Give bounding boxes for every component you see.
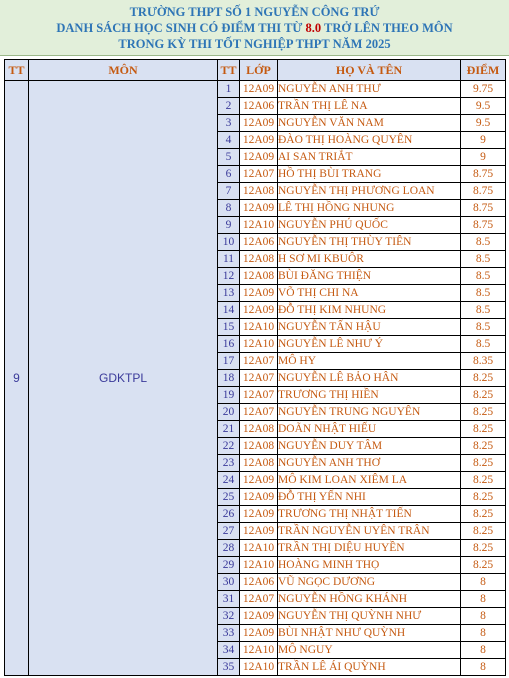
student-table [4, 59, 506, 676]
student-name-cell[interactable]: BÙI NHẬT NHƯ QUỲNH [278, 625, 461, 642]
student-name-cell[interactable]: ĐỖ THỊ KIM NHUNG [278, 302, 461, 319]
student-name-cell[interactable]: NGUYỄN TẤN HẬU [278, 319, 461, 336]
class-cell[interactable]: 12A09 [240, 200, 278, 217]
class-cell[interactable]: 12A10 [240, 540, 278, 557]
score-cell[interactable]: 8.75 [461, 217, 506, 234]
row-tt-cell[interactable]: 10 [218, 234, 240, 251]
exam-title: TRONG KỲ THI TỐT NGHIỆP THPT NĂM 2025 [118, 37, 391, 51]
student-name-cell[interactable]: HOÀNG MINH THỌ [278, 557, 461, 574]
student-name-cell[interactable]: TRƯƠNG THỊ NHẬT TIẾN [278, 506, 461, 523]
row-tt-cell[interactable]: 23 [218, 455, 240, 472]
student-name-cell[interactable]: TRẦN NGUYỄN UYÊN TRÂN [278, 523, 461, 540]
score-cell[interactable]: 8.25 [461, 455, 506, 472]
row-tt-cell[interactable]: 20 [218, 404, 240, 421]
score-cell[interactable]: 8 [461, 591, 506, 608]
row-tt-cell[interactable]: 19 [218, 387, 240, 404]
class-cell[interactable]: 12A09 [240, 608, 278, 625]
score-cell[interactable]: 8.25 [461, 438, 506, 455]
row-tt-cell[interactable]: 2 [218, 98, 240, 115]
student-name-cell[interactable]: NGUYỄN THỊ QUỲNH NHƯ [278, 608, 461, 625]
score-cell[interactable]: 8.25 [461, 489, 506, 506]
student-name-cell[interactable]: AI SAN TRIẮT [278, 149, 461, 166]
class-cell[interactable]: 12A09 [240, 285, 278, 302]
row-tt-cell[interactable]: 5 [218, 149, 240, 166]
col-header-diem[interactable]: ĐIỂM [461, 60, 506, 81]
row-tt-cell[interactable]: 27 [218, 523, 240, 540]
class-cell[interactable]: 12A07 [240, 404, 278, 421]
row-tt-cell[interactable]: 11 [218, 251, 240, 268]
class-cell[interactable]: 12A07 [240, 166, 278, 183]
student-name-cell[interactable]: NGUYỄN TRUNG NGUYÊN [278, 404, 461, 421]
row-tt-cell[interactable]: 25 [218, 489, 240, 506]
score-cell[interactable]: 8.25 [461, 540, 506, 557]
score-cell[interactable]: 8.25 [461, 557, 506, 574]
score-cell[interactable]: 8.75 [461, 183, 506, 200]
class-cell[interactable]: 12A07 [240, 370, 278, 387]
row-tt-cell[interactable]: 3 [218, 115, 240, 132]
row-tt-cell[interactable]: 12 [218, 268, 240, 285]
score-cell[interactable]: 8.5 [461, 251, 506, 268]
student-name-cell[interactable]: NGUYỄN THỊ THÙY TIÊN [278, 234, 461, 251]
class-cell[interactable]: 12A09 [240, 115, 278, 132]
score-cell[interactable]: 8.25 [461, 387, 506, 404]
score-cell[interactable]: 8.5 [461, 302, 506, 319]
class-cell[interactable]: 12A10 [240, 319, 278, 336]
score-cell[interactable]: 8 [461, 625, 506, 642]
score-cell[interactable]: 8 [461, 608, 506, 625]
list-title-prefix: DANH SÁCH HỌC SINH CÓ ĐIỂM THI TỪ [56, 21, 303, 35]
row-tt-cell[interactable]: 26 [218, 506, 240, 523]
student-name-cell[interactable]: NGUYỄN LÊ NHƯ Ý [278, 336, 461, 353]
score-threshold: 8.0 [305, 21, 322, 35]
row-tt-cell[interactable]: 14 [218, 302, 240, 319]
row-tt-cell[interactable]: 28 [218, 540, 240, 557]
class-cell[interactable]: 12A06 [240, 574, 278, 591]
class-cell[interactable]: 12A10 [240, 642, 278, 659]
student-name-cell[interactable]: MÔ NGUY [278, 642, 461, 659]
class-cell[interactable]: 12A09 [240, 523, 278, 540]
student-name-cell[interactable]: LÊ THỊ HỒNG NHUNG [278, 200, 461, 217]
score-cell[interactable]: 9 [461, 132, 506, 149]
row-tt-cell[interactable]: 18 [218, 370, 240, 387]
score-cell[interactable]: 9 [461, 149, 506, 166]
score-cell[interactable]: 9.5 [461, 115, 506, 132]
list-title [0, 20, 509, 36]
row-tt-cell[interactable]: 24 [218, 472, 240, 489]
class-cell[interactable]: 12A09 [240, 81, 278, 98]
title-block [0, 0, 509, 56]
row-tt-cell[interactable]: 32 [218, 608, 240, 625]
student-name-cell[interactable]: NGUYỄN ANH THƠ [278, 455, 461, 472]
class-cell[interactable]: 12A08 [240, 421, 278, 438]
row-tt-cell[interactable]: 29 [218, 557, 240, 574]
row-tt-cell[interactable]: 6 [218, 166, 240, 183]
row-tt-cell[interactable]: 4 [218, 132, 240, 149]
score-cell[interactable]: 8.5 [461, 234, 506, 251]
student-name-cell[interactable]: ĐÀO THỊ HOÀNG QUYÊN [278, 132, 461, 149]
row-tt-cell[interactable]: 9 [218, 217, 240, 234]
score-cell[interactable]: 8.35 [461, 353, 506, 370]
student-name-cell[interactable]: DOÃN NHẬT HIẾU [278, 421, 461, 438]
row-tt-cell[interactable]: 8 [218, 200, 240, 217]
row-tt-cell[interactable]: 13 [218, 285, 240, 302]
row-tt-cell[interactable]: 35 [218, 659, 240, 676]
student-name-cell[interactable]: NGUYỄN VĂN NAM [278, 115, 461, 132]
row-tt-cell[interactable]: 21 [218, 421, 240, 438]
student-name-cell[interactable]: VÕ THỊ CHI NA [278, 285, 461, 302]
student-name-cell[interactable]: NGUYỄN DUY TÂM [278, 438, 461, 455]
class-cell[interactable]: 12A09 [240, 472, 278, 489]
score-cell[interactable]: 8.25 [461, 421, 506, 438]
student-name-cell[interactable]: HỒ THỊ BÙI TRANG [278, 166, 461, 183]
class-cell[interactable]: 12A10 [240, 336, 278, 353]
row-tt-cell[interactable]: 17 [218, 353, 240, 370]
class-cell[interactable]: 12A08 [240, 438, 278, 455]
student-name-cell[interactable]: TRẦN LÊ ÁI QUỲNH [278, 659, 461, 676]
student-name-cell[interactable]: NGUYỄN ANH THƯ [278, 81, 461, 98]
class-cell[interactable]: 12A07 [240, 387, 278, 404]
score-cell[interactable]: 8.25 [461, 370, 506, 387]
score-cell[interactable]: 8.25 [461, 506, 506, 523]
class-cell[interactable]: 12A09 [240, 302, 278, 319]
class-cell[interactable]: 12A08 [240, 455, 278, 472]
student-name-cell[interactable]: TRẦN THỊ LÊ NA [278, 98, 461, 115]
student-name-cell[interactable]: VŨ NGỌC DƯƠNG [278, 574, 461, 591]
student-name-cell[interactable]: MÔ HY [278, 353, 461, 370]
table-row [5, 81, 506, 98]
class-cell[interactable]: 12A06 [240, 98, 278, 115]
student-name-cell[interactable]: NGUYỄN HỒNG KHÁNH [278, 591, 461, 608]
class-cell[interactable]: 12A08 [240, 251, 278, 268]
student-name-cell[interactable]: NGUYỄN LÊ BẢO HÂN [278, 370, 461, 387]
score-cell[interactable]: 8 [461, 642, 506, 659]
subject-cell[interactable]: GDKTPL [29, 81, 218, 676]
row-tt-cell[interactable]: 16 [218, 336, 240, 353]
student-name-cell[interactable]: TRẦN THỊ DIỆU HUYỀN [278, 540, 461, 557]
score-cell[interactable]: 8.25 [461, 404, 506, 421]
class-cell[interactable]: 12A09 [240, 506, 278, 523]
table-body [5, 81, 506, 676]
row-tt-cell[interactable]: 33 [218, 625, 240, 642]
col-header-tt2[interactable]: TT [218, 60, 240, 81]
class-cell[interactable]: 12A09 [240, 489, 278, 506]
col-header-mon[interactable]: MÔN [29, 60, 218, 81]
score-cell[interactable]: 8.5 [461, 319, 506, 336]
score-cell[interactable]: 8.5 [461, 268, 506, 285]
class-cell[interactable]: 12A08 [240, 268, 278, 285]
row-tt-cell[interactable]: 34 [218, 642, 240, 659]
col-header-lop[interactable]: LỚP [240, 60, 278, 81]
score-cell[interactable]: 8 [461, 659, 506, 676]
student-name-cell[interactable]: ĐỖ THỊ YẾN NHI [278, 489, 461, 506]
score-cell[interactable]: 8.75 [461, 200, 506, 217]
row-tt-cell[interactable]: 7 [218, 183, 240, 200]
score-cell[interactable]: 8.75 [461, 166, 506, 183]
class-cell[interactable]: 12A09 [240, 132, 278, 149]
score-cell[interactable]: 8.5 [461, 336, 506, 353]
score-cell[interactable]: 8.5 [461, 285, 506, 302]
class-cell[interactable]: 12A10 [240, 659, 278, 676]
score-cell[interactable]: 8.25 [461, 523, 506, 540]
student-name-cell[interactable]: TRƯƠNG THỊ HIỀN [278, 387, 461, 404]
school-name: TRƯỜNG THPT SỐ 1 NGUYỄN CÔNG TRỨ [129, 5, 380, 19]
class-cell[interactable]: 12A10 [240, 217, 278, 234]
student-name-cell[interactable]: NGUYỄN PHÚ QUỐC [278, 217, 461, 234]
class-cell[interactable]: 12A07 [240, 353, 278, 370]
class-cell[interactable]: 12A10 [240, 557, 278, 574]
group-tt-cell[interactable]: 9 [5, 81, 29, 676]
list-title-suffix: TRỞ LÊN THEO MÔN [324, 21, 453, 35]
score-cell[interactable]: 8 [461, 574, 506, 591]
class-cell[interactable]: 12A07 [240, 591, 278, 608]
col-header-hoten[interactable]: HỌ VÀ TÊN [278, 60, 461, 81]
col-header-tt[interactable]: TT [5, 60, 29, 81]
class-cell[interactable]: 12A09 [240, 625, 278, 642]
score-cell[interactable]: 9.5 [461, 98, 506, 115]
student-name-cell[interactable]: NGUYỄN THỊ PHƯƠNG LOAN [278, 183, 461, 200]
student-name-cell[interactable]: H SƠ MI KBUÔR [278, 251, 461, 268]
student-name-cell[interactable]: BÙI ĐĂNG THIỆN [278, 268, 461, 285]
student-name-cell[interactable]: MÔ KIM LOAN XIÊM LA [278, 472, 461, 489]
score-cell[interactable]: 8.25 [461, 472, 506, 489]
header-row [5, 60, 506, 81]
class-cell[interactable]: 12A08 [240, 183, 278, 200]
row-tt-cell[interactable]: 15 [218, 319, 240, 336]
row-tt-cell[interactable]: 30 [218, 574, 240, 591]
class-cell[interactable]: 12A06 [240, 234, 278, 251]
row-tt-cell[interactable]: 1 [218, 81, 240, 98]
class-cell[interactable]: 12A09 [240, 149, 278, 166]
score-cell[interactable]: 9.75 [461, 81, 506, 98]
row-tt-cell[interactable]: 22 [218, 438, 240, 455]
row-tt-cell[interactable]: 31 [218, 591, 240, 608]
